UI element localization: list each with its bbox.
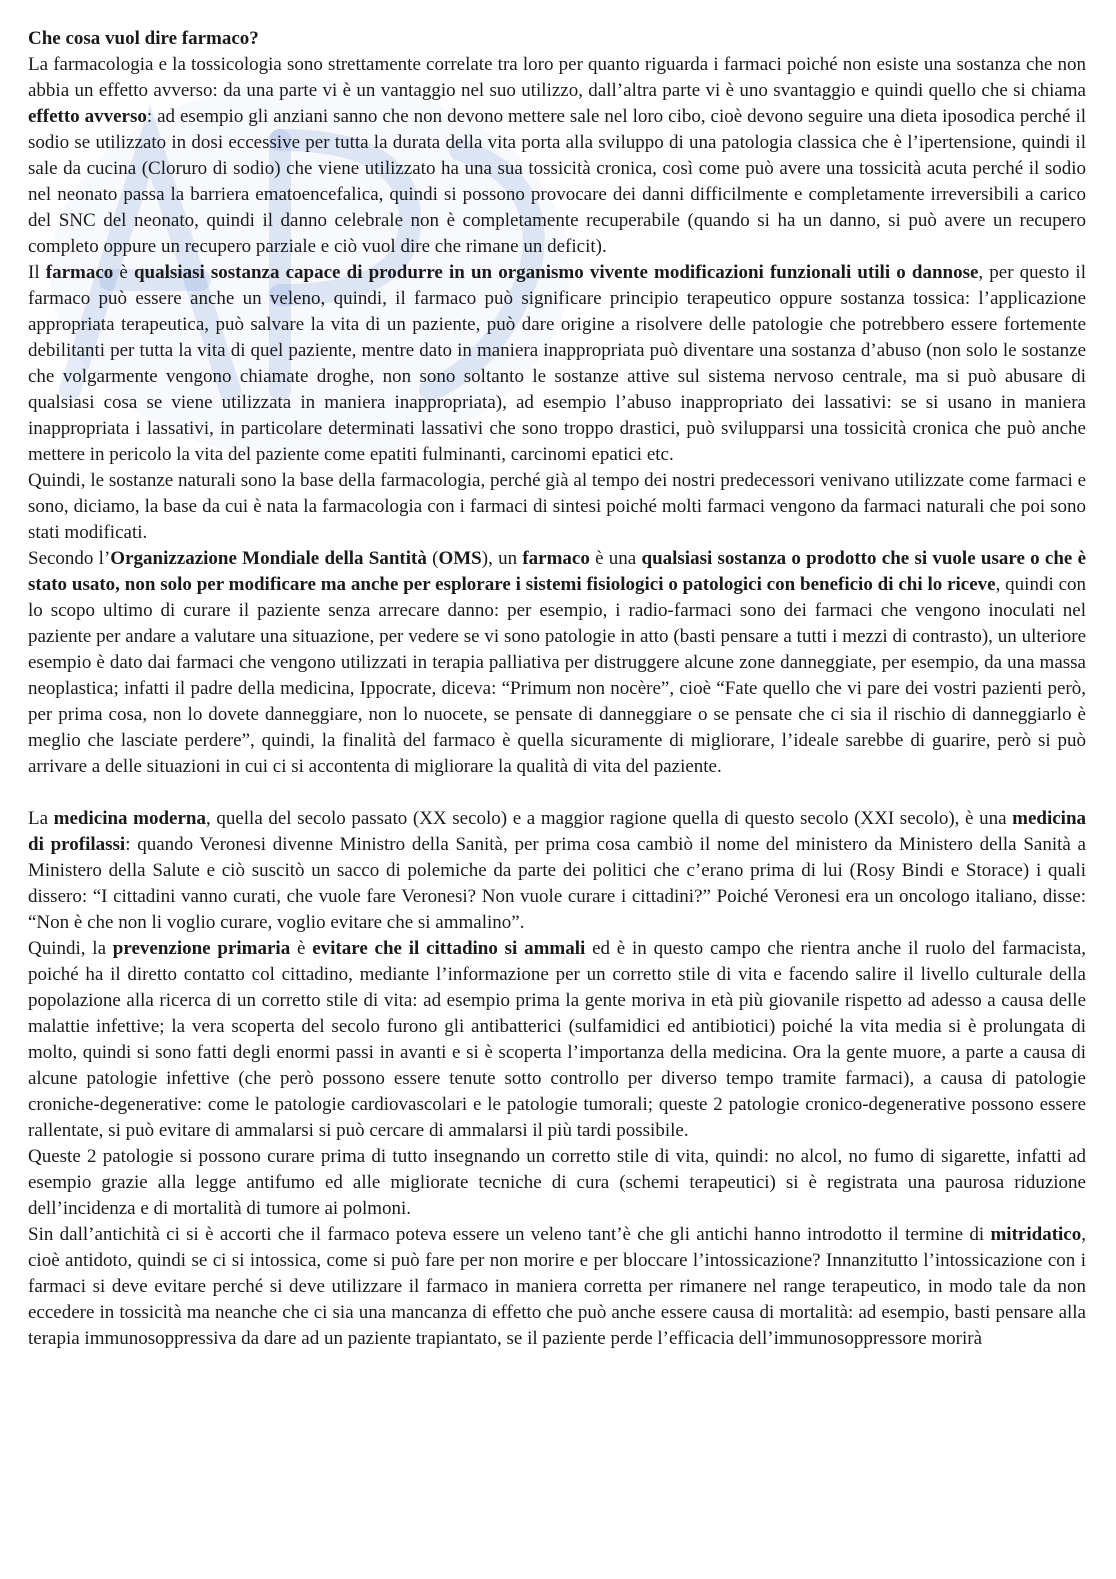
bold-term: medicina moderna — [53, 808, 206, 829]
paragraph-6 — [28, 936, 1086, 1144]
bold-term: evitare che il cittadino si ammali — [312, 938, 586, 959]
text-run: La — [28, 808, 54, 829]
document-title: Che cosa vuol dire farmaco? — [28, 28, 259, 49]
text-run: La farmacologia e la tossicologia sono strettamente correlate tra loro per quanto riguarda i farmaci poiché non esiste una sostanza che non abbia un effetto avverso: da una parte vi è un vantaggio nel suo utilizzo, dall’altra parte vi è uno svantaggio e quindi quello che si chiama — [28, 54, 1086, 101]
text-run: ), un — [481, 548, 523, 569]
text-run: è — [290, 938, 313, 959]
paragraph-2 — [28, 260, 1086, 468]
bold-term: farmaco — [522, 548, 590, 569]
text-run: Queste 2 patologie si possono curare prima di tutto insegnando un corretto stile di vita, quindi: no alcol, no fumo di sigarette, infatti ad esempio grazie alla legge antifumo ed alle migliorate tecniche di cura (schemi terapeutici) si è registrata una paurosa riduzione dell’incidenza e di mortalità di tumore ai polmoni. — [28, 1146, 1086, 1219]
bold-term: qualsiasi sostanza capace di produrre in un organismo vivente modificazioni funzionali utili o dannose — [133, 262, 979, 283]
text-run: Quindi, la — [28, 938, 113, 959]
paragraph-3 — [28, 468, 1086, 546]
bold-term: effetto avverso — [28, 106, 147, 127]
bold-term: mitridatico — [990, 1224, 1082, 1245]
bold-term: Organizzazione Mondiale della Santità — [110, 548, 427, 569]
text-run: ( — [426, 548, 439, 569]
text-run: , quella del secolo passato (XX secolo) e a maggior ragione quella di questo secolo (XXI secolo), è una — [205, 808, 1013, 829]
bold-term: qualsiasi sostanza o prodotto che si vuole usare o che è stato usato, non solo per modificare ma anche per esplorare i sistemi fisiologici o patologici con beneficio di chi lo riceve — [28, 548, 1087, 595]
text-run: , per questo il farmaco può essere anche un veleno, quindi, il farmaco può significare principio terapeutico oppure sostanza tossica: l’applicazione appropriata terapeutica, può salvare la vita di un paziente, può dare origine a risolvere delle patologie che potrebbero essere fortemente debilitanti per tutta la vita di quel paziente, mentre dato in maniera inappropriata può diventare una sostanza d’abuso (non solo le sostanze che volgarmente vengono chiamate droghe, non sono soltanto le sostanze attive sul sistema nervoso centrale, ma si può abusare di qualsiasi cosa se viene utilizzata in maniera inappropriata), ad esempio l’abuso inappropriato dei lassativi: se si usano in maniera inappropriata i lassativi, in particolare determinati lassativi che sono troppo drastici, può svilupparsi una tossicità cronica che può anche mettere in pericolo la vita del paziente come epatiti fulminanti, carcinomi epatici etc. — [28, 262, 1086, 465]
bold-term: medicina di profilassi — [28, 808, 1087, 855]
bold-term: farmaco — [45, 262, 114, 283]
paragraph-1 — [28, 52, 1086, 260]
text-run: Sin dall’antichità ci si è accorti che il farmaco poteva essere un veleno tant’è che gli antichi hanno introdotto il termine di — [28, 1224, 991, 1245]
text-run: , quindi con lo scopo ultimo di curare il paziente senza arrecare danno: per esempio, i radio-farmaci sono dei farmaci che vengono inoculati nel paziente per andare a valutare una situazione, per vedere se vi sono patologie in atto (basti pensare a tutti i mezzi di contrasto), un ulteriore esempio è dato dai farmaci che vengono utilizzati in terapia palliativa per distruggere alcune zone danneggiate, per esempio, da una massa neoplastica; infatti il padre della medicina, Ippocrate, diceva: “Primum non nocère”, cioè “Fate quello che vi pare dei vostri pazienti però, per prima cosa, non lo dovete danneggiare, non lo nuocete, se pensate di danneggiare o se pensate che ci sia il rischio di danneggiarlo è meglio che lasciate perdere”, quindi, la finalità del farmaco è quella sicuramente di migliorare, l’ideale sarebbe di guarire, però si può arrivare a delle situazioni in cui ci si accontenta di migliorare la qualità di vita del paziente. — [28, 574, 1087, 777]
paragraph-7 — [28, 1144, 1086, 1222]
document-content — [28, 26, 1086, 1352]
text-run: Il — [28, 262, 46, 283]
text-run: : quando Veronesi divenne Ministro della Sanità, per prima cosa cambiò il nome del ministero da Ministero della Sanità a Ministero della Salute e ciò suscitò un sacco di polemiche da parte dei politici che c’erano prima di lui (Rosy Bindi e Storace) i quali dissero: “I cittadini vanno curati, che vuole fare Veronesi? Non vuole curare i cittadini?” Poiché Veronesi era un oncologo italiano, disse: “Non è che non li voglio curare, voglio evitare che si ammalino”. — [28, 834, 1086, 933]
bold-term: OMS — [438, 548, 482, 569]
text-run: ed è in questo campo che rientra anche il ruolo del farmacista, poiché ha il diretto contatto col cittadino, mediante l’informazione per un corretto stile di vita e facendo salire il livello culturale della popolazione alla ricerca di un corretto stile di vita: ad esempio prima la gente moriva in età più giovanile rispetto ad adesso a causa delle malattie infettive; la vera scoperta del secolo furono gli antibatterici (sulfamidici ed antibiotici) poiché la vita media si è prolungata di molto, quindi si sono fatti degli enormi passi in avanti e si è scoperta l’importanza della medicina. Ora la gente muore, a parte a causa di alcune patologie infettive (che però possono essere tenute sotto controllo per diverso tempo tramite farmaci), a causa di patologie croniche-degenerative: come le patologie cardiovascolari e le patologie tumorali; queste 2 patologie cronico-degenerative possono essere rallentate, si può evitare di ammalarsi si può cercare di ammalarsi il più tardi possibile. — [28, 938, 1087, 1141]
text-run: Quindi, le sostanze naturali sono la base della farmacologia, perché già al tempo dei nostri predecessori venivano utilizzate come farmaci e sono, diciamo, la base da cui è nata la farmacologia con i farmaci di sintesi poiché molti farmaci vengono da farmaci naturali che poi sono stati modificati. — [28, 470, 1086, 543]
paragraph-5 — [28, 806, 1086, 936]
text-run: è — [113, 262, 134, 283]
bold-term: prevenzione primaria — [112, 938, 291, 959]
text-run: : ad esempio gli anziani sanno che non devono mettere sale nel loro cibo, cioè devono seguire una dieta iposodica perché il sodio se utilizzato in dosi eccessive per tutta la durata della vita porta alla sviluppo di una patologia classica che è l’ipertensione, quindi il sale da cucina (Cloruro di sodio) che viene utilizzato ha una sua tossicità cronica, così come può avere una tossicità acuta perché il sodio nel neonato passa la barriera ematoencefalica, quindi si possono provocare dei danni difficilmente e completamente irreversibili a carico del SNC del neonato, quindi il danno celebrale non è completamente recuperabile (quando si ha un danno, si può avere un recupero completo oppure un recupero parziale e ciò vuol dire che rimane un deficit). — [28, 106, 1087, 257]
text-run: è una — [589, 548, 642, 569]
paragraph-8 — [28, 1222, 1086, 1352]
paragraph-4 — [28, 546, 1086, 780]
text-run: Secondo l’ — [28, 548, 111, 569]
text-run: , cioè antidoto, quindi se ci si intossica, come si può fare per non morire e per bloccare l’intossicazione? Innanzitutto l’intossicazione con i farmaci si deve evitare perché si deve utilizzare il farmaco in maniera corretta per rimanere nel range terapeutico, in modo tale da non eccedere in tossicità ma neanche che ci sia una mancanza di effetto che può anche essere causa di mortalità: ad esempio, basti pensare alla terapia immunosoppressiva da dare ad un paziente trapiantato, se il paziente perde l’efficacia dell’immunosoppressore morirà — [28, 1224, 1086, 1349]
